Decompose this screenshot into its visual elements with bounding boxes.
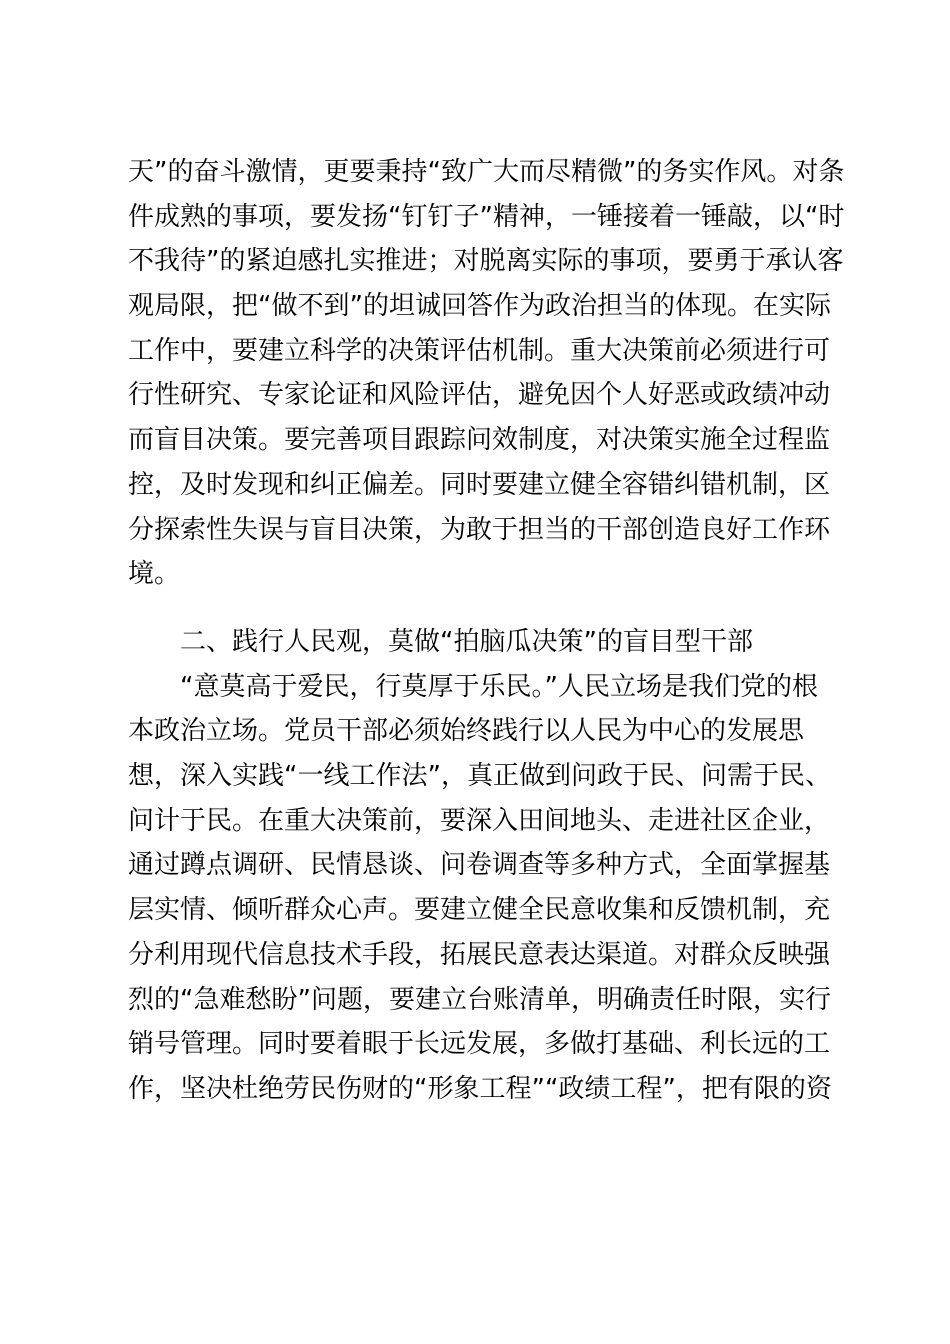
paragraph-line: 分利用现代信息技术手段，拓展民意表达渠道。对群众反映强 [128, 939, 831, 970]
paragraph-line: 而盲目决策。要完善项目跟踪问效制度，对决策实施全过程监 [128, 425, 831, 456]
paragraph-line: 不我待”的紧迫感扎实推进；对脱离实际的事项，要勇于承认客 [128, 246, 844, 277]
paragraph-line: 工作中，要建立科学的决策评估机制。重大决策前必须进行可 [128, 335, 831, 366]
paragraph-line: 作，坚决杜绝劳民伤财的“形象工程”“政绩工程”，把有限的资 [128, 1073, 832, 1104]
section-block [128, 620, 848, 1112]
paragraph-continuation [128, 150, 848, 597]
paragraph-line: “意莫高于爱民，行莫厚于乐民。”人民立场是我们党的根 [180, 671, 818, 702]
paragraph-line: 销号管理。同时要着眼于长远发展，多做打基础、利长远的工 [128, 1029, 831, 1060]
paragraph-line: 行性研究、专家论证和风险评估，避免因个人好恶或政绩冲动 [128, 380, 831, 411]
paragraph-line: 通过蹲点调研、民情恳谈、问卷调查等多种方式，全面掌握基 [128, 850, 831, 881]
paragraph-line: 本政治立场。党员干部必须始终践行以人民为中心的发展思 [128, 716, 805, 747]
paragraph-line: 烈的“急难愁盼”问题，要建立台账清单，明确责任时限，实行 [128, 984, 831, 1015]
paragraph-line: 想，深入实践“一线工作法”，真正做到问政于民、问需于民、 [128, 761, 831, 792]
paragraph-line: 分探索性失误与盲目决策，为敢于担当的干部创造良好工作环 [128, 514, 831, 545]
section-heading: 二、践行人民观，莫做“拍脑瓜决策”的盲目型干部 [180, 627, 753, 657]
paragraph-line: 天”的奋斗激情，更要秉持“致广大而尽精微”的务实作风。对条 [128, 157, 845, 187]
paragraph-line: 件成熟的事项，要发扬“钉钉子”精神，一锤接着一锤敲，以“时 [128, 201, 845, 232]
paragraph-line: 问计于民。在重大决策前，要深入田间地头、走进社区企业， [128, 805, 831, 836]
paragraph-line: 控，及时发现和纠正偏差。同时要建立健全容错纠错机制，区 [128, 469, 831, 500]
paragraph-line: 观局限，把“做不到”的坦诚回答作为政治担当的体现。在实际 [128, 291, 831, 322]
paragraph-line: 层实情、倾听群众心声。要建立健全民意收集和反馈机制，充 [128, 895, 831, 926]
paragraph-line: 境。 [128, 559, 181, 590]
